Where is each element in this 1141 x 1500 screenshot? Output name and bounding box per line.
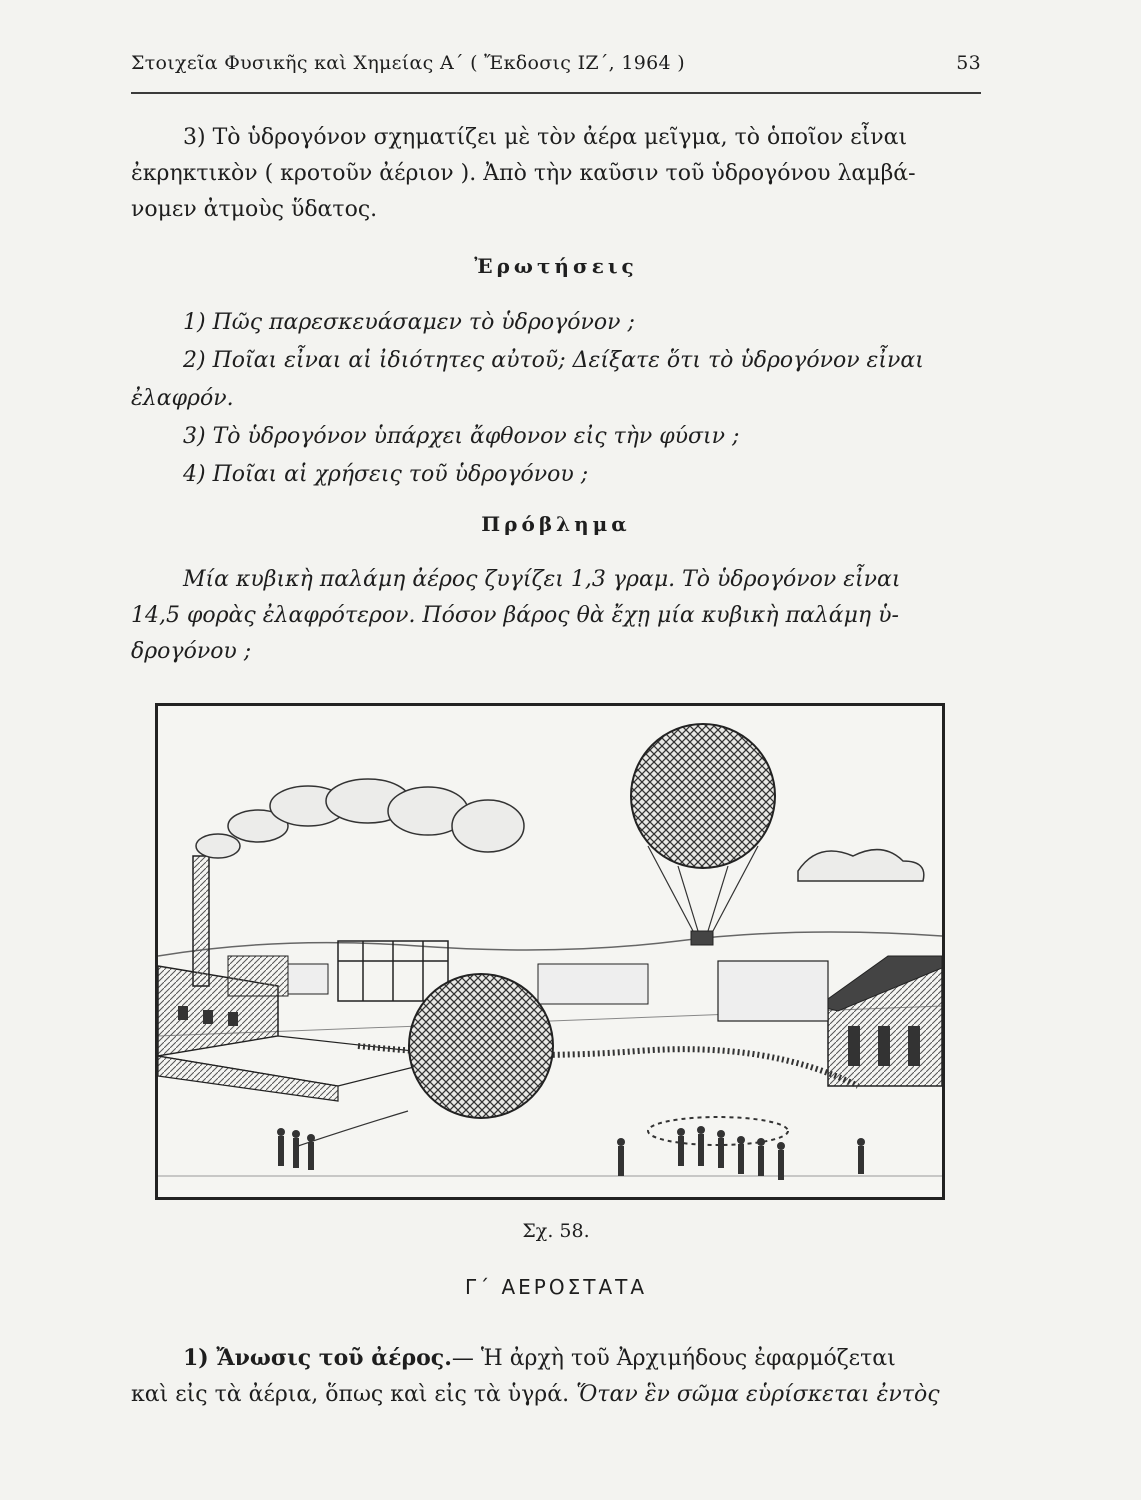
hills-line <box>158 932 942 956</box>
section-line2-normal: καὶ εἰς τὰ ἀέρια, ὅπως καὶ εἰς τὰ ὑγρά. <box>131 1382 577 1407</box>
header-title: Στοιχεῖα Φυσικῆς καὶ Χημείας Α΄ ( Ἔκδοσις ΙΖ΄, 1964 ) <box>131 52 685 74</box>
question-item: 3) Τὸ ὑδρογόνον ὑπάρχει ἄφθονον εἰς τὴν φύσιν ; <box>183 424 740 449</box>
chimney <box>193 856 209 986</box>
intro-line: 3) Τὸ ὑδρογόνον σχηματίζει μὲ τὸν ἀέρα μεῖγμα, τὸ ὁποῖον εἶναι <box>183 125 908 150</box>
balloon-scene <box>158 706 942 1197</box>
page-number: 53 <box>956 52 981 74</box>
problem-line: Μία κυβικὴ παλάμη ἀέρος ζυγίζει 1,3 γραμ. Τὸ ὑδρογόνον εἶναι <box>183 567 901 592</box>
section-line-1 <box>131 1340 981 1377</box>
chimney-smoke <box>196 779 524 858</box>
problem-paragraph <box>131 562 981 670</box>
section-lead-bold: 1) Ἄνωσις τοῦ ἀέρος. <box>183 1345 452 1371</box>
section-line2-italic: Ὅταν ἓν σῶμα εὑρίσκεται ἐντὸς <box>576 1382 940 1407</box>
question-item: 1) Πῶς παρεσκευάσαμεν τὸ ὑδρογόνον ; <box>183 310 635 335</box>
question-item: 2) Ποῖαι εἶναι αἱ ἰδιότητες αὐτοῦ; Δείξατε ὅτι τὸ ὑδρογόνον εἶναι <box>183 348 924 373</box>
questions-list <box>131 304 981 494</box>
section-paragraph <box>131 1340 981 1413</box>
figure-caption: Σχ. 58. <box>522 1220 590 1242</box>
section-lead-rest: — Ἡ ἀρχὴ τοῦ Ἀρχιμήδους ἐφαρμόζεται <box>451 1346 896 1371</box>
problem-line: δρογόνου ; <box>131 639 252 664</box>
intro-line: ἐκρηκτικὸν ( κροτοῦν ἀέριον ). Ἀπὸ τὴν καῦσιν τοῦ ὑδρογόνου λαμβά- <box>131 161 916 186</box>
gasometer-frames <box>338 941 448 1001</box>
questions-heading: Ἐρωτήσεις <box>474 254 638 278</box>
foreground-figures <box>277 1126 865 1180</box>
problem-line: 14,5 φορὰς ἐλαφρότερον. Πόσον βάρος θὰ ἔχῃ μία κυβικὴ παλάμη ὑ- <box>131 603 899 628</box>
section-line-2 <box>131 1377 981 1413</box>
question-item: 4) Ποῖαι αἱ χρήσεις τοῦ ὑδρογόνου ; <box>183 462 589 487</box>
figure-balloons-illustration <box>155 703 945 1200</box>
problem-heading: Πρόβλημα <box>481 512 631 536</box>
cloud <box>798 850 924 881</box>
intro-line: νομεν ἀτμοὺς ὕδατος. <box>131 197 378 222</box>
question-item: ἐλαφρόν. <box>131 386 234 411</box>
intro-paragraph <box>131 120 981 228</box>
section-title: Γ΄ ΑΕΡΟΣΤΑΤΑ <box>464 1275 648 1299</box>
running-header <box>131 52 981 82</box>
right-buildings <box>538 956 942 1086</box>
header-rule <box>131 92 981 94</box>
rising-balloon <box>631 724 775 945</box>
